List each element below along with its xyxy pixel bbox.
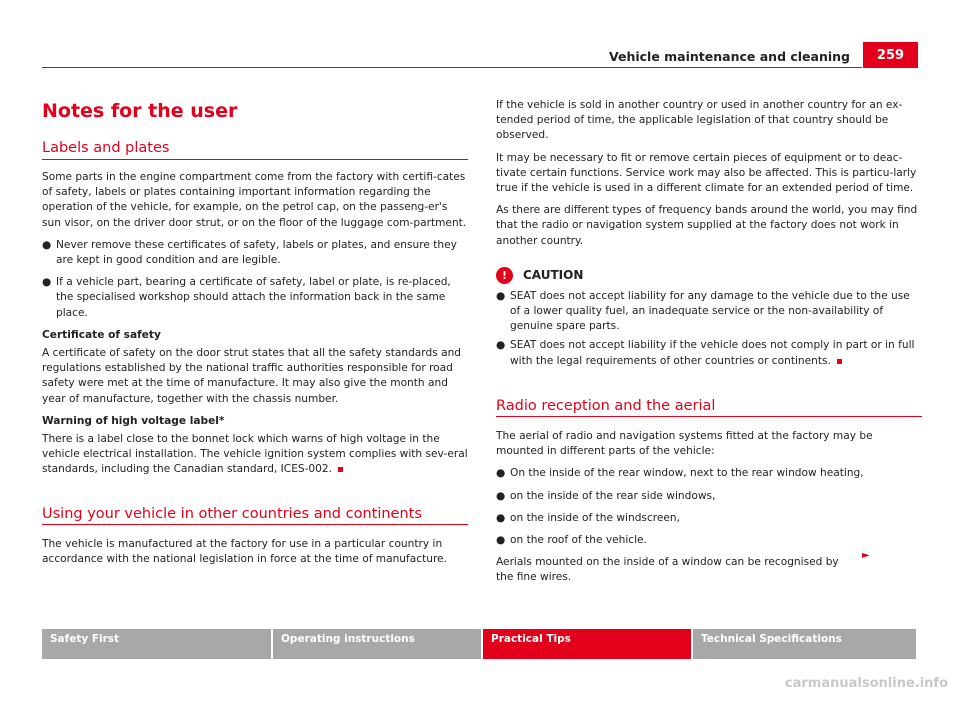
heading-rule [42,159,468,160]
hv-text: There is a label close to the bonnet lock which warns of high voltage in the vehicle electrical installation. The vehicle ignition system complies with sev-eral standards, including the Canadian standard, ICES-002. [42,433,468,476]
section-title: Vehicle maintenance and cleaning [608,49,850,64]
paragraph: It may be necessary to fit or remove certain pieces of equipment or to deac-tivate certain functions. Service work may also be affected. This is particu-larly true if the vehicle is used in a different climate for an extended period of time. [496,151,917,195]
radio-end: Aerials mounted on the inside of a window can be recognised by the fine wires. [496,556,839,584]
bullet-dot: ● [496,289,506,302]
countries-section [42,537,468,567]
heading-rule [496,416,922,417]
countries-heading: Using your vehicle in other countries and continents [42,506,422,522]
header-rule [42,67,862,68]
paragraph: As there are different types of frequency bands around the world, you may find that the radio or navigation system supplied at the factory does not work in another country. [496,204,918,247]
caution-icon: ! [496,267,513,284]
radio-section [496,429,922,586]
tab-safety-first[interactable]: Safety First [42,629,271,659]
countries-continued [496,98,922,369]
tab-technical-specifications[interactable]: Technical Specifications [693,629,916,659]
heading-rule [42,524,468,525]
bullet-dot: ● [496,339,506,352]
list-item: ● on the inside of the windscreen, [496,511,922,526]
hv-title: Warning of high voltage label* [42,414,225,427]
caution-title: CAUTION [523,268,584,283]
paragraph: If the vehicle is sold in another country or used in another country for an ex-tended period of time, the applicable legislation of that country should be observed. [496,99,903,142]
list-item: ● If a vehicle part, bearing a certificate of safety, label or plate, is re-placed, the specialised workshop should attach the information back in the same place. [42,275,468,321]
list-item: ● on the roof of the vehicle. [496,533,922,548]
list-item: ● SEAT does not accept liability if the vehicle does not comply in part or in full with the legal requirements of other countries or continents. [496,338,922,368]
labels-section [42,170,468,478]
main-title: Notes for the user [42,100,238,122]
list-item: ● SEAT does not accept liability for any damage to the vehicle due to the use of a lower quality fuel, an inadequate service or the non-availability of genuine spare parts. [496,289,922,335]
list-item: ● on the inside of the rear side windows, [496,489,922,504]
section-end-marker [338,467,343,472]
list-item: ● On the inside of the rear window, next to the rear window heating, [496,466,922,481]
caution-header [496,267,922,284]
continue-arrow-icon: ► [862,550,870,561]
tab-practical-tips[interactable]: Practical Tips [483,629,691,659]
cert-title: Certificate of safety [42,328,161,341]
bullet-dot: ● [42,276,52,289]
page-number: 259 [863,42,918,68]
list-item: ● Never remove these certificates of safety, labels or plates, and ensure they are kept in good condition and are legible. [42,238,468,268]
bullet-dot: ● [496,534,506,547]
bullet-dot: ● [496,467,506,480]
bullet-dot: ● [496,511,506,524]
radio-heading: Radio reception and the aerial [496,398,716,414]
watermark: carmanualsonline.info [784,676,948,691]
countries-text: The vehicle is manufactured at the factory for use in a particular country in accordance with the national legislation in force at the time of manufacture. [42,538,447,566]
footer-nav [42,629,918,659]
section-end-marker [837,359,842,364]
cert-text: A certificate of safety on the door strut states that all the safety standards and regulations established by the national traffic authorities responsible for road safety were met at the time of manufacture. It may also give the month and year of manufacture, together with the chassis number. [42,347,462,405]
labels-heading: Labels and plates [42,140,170,156]
tab-operating-instructions[interactable]: Operating instructions [273,629,481,659]
labels-intro: Some parts in the engine compartment come from the factory with certifi-cates of safety, labels or plates containing important information regarding the operation of the vehicle, for example, on the petrol cap, on the passeng-er's sun visor, on the driver door strut, or on the floor of the luggage com-partment. [42,171,467,229]
radio-intro: The aerial of radio and navigation systems fitted at the factory may be mounted in different parts of the vehicle: [496,430,873,458]
bullet-dot: ● [496,489,506,502]
bullet-dot: ● [42,238,52,251]
